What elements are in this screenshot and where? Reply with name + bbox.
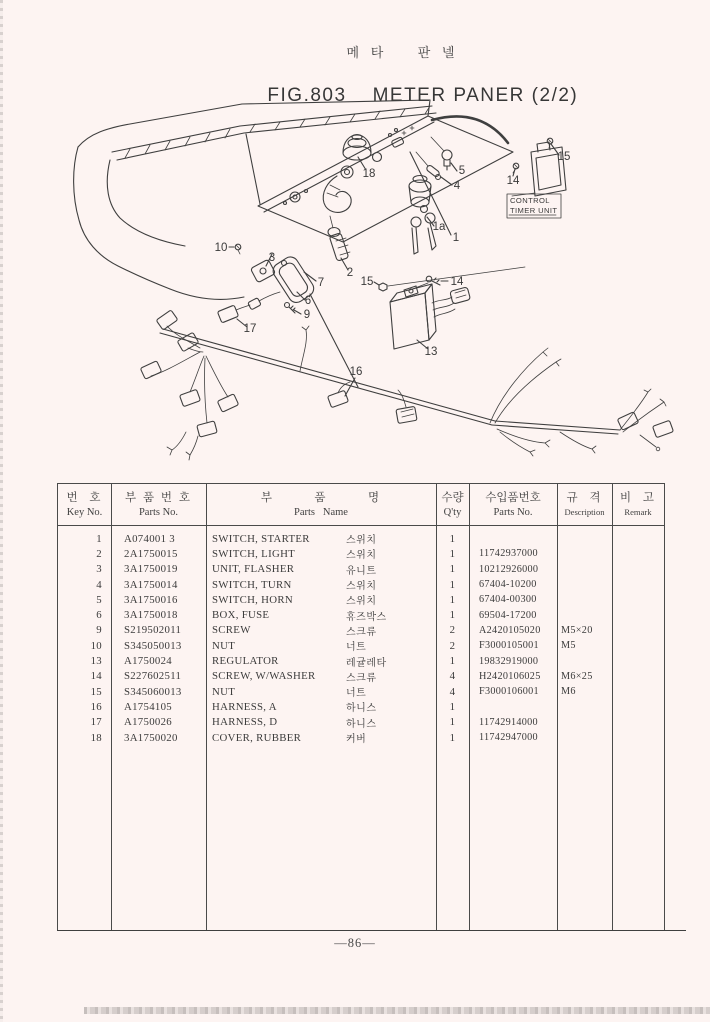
title-korean: 메 타 판 넬 — [346, 45, 459, 60]
cell-qty: 2 — [449, 624, 456, 637]
figure-number: FIG.803 — [267, 85, 347, 106]
parts-name-en: SCREW, W/WASHER — [212, 670, 316, 683]
parts-name-en: NUT — [212, 685, 236, 698]
header-remark: 비 고 Remark — [620, 491, 656, 517]
control-timer-callout — [507, 194, 561, 218]
part-label-17: 17 — [243, 323, 257, 335]
header-parts-name: 부 품 명 Parts Name — [260, 491, 382, 518]
cell-parts-no: A074001 3 — [124, 532, 175, 545]
parts-name-en: HARNESS, D — [212, 716, 278, 729]
cell-key-no: 18 — [90, 731, 102, 744]
table-row — [58, 684, 664, 699]
table-row — [58, 623, 664, 638]
cell-import-parts-no: 19832919000 — [479, 655, 539, 667]
cell-qty: 1 — [449, 578, 456, 591]
part-label-4: 4 — [453, 180, 461, 192]
parts-name-ko: 너트 — [346, 642, 367, 654]
figure-title: METER PANER (2/2) — [372, 85, 579, 106]
cell-qty: 1 — [449, 716, 456, 729]
cell-parts-no: A1750024 — [124, 655, 172, 668]
cell-parts-name — [206, 546, 436, 561]
parts-name-ko: 스위치 — [346, 550, 377, 562]
part-label-1a: 1a — [432, 221, 446, 233]
cell-qty: 1 — [449, 655, 456, 668]
parts-name-en: SWITCH, TURN — [212, 578, 292, 591]
header-divider — [58, 525, 664, 526]
cell-parts-no: 3A1750018 — [124, 609, 178, 622]
table-row — [58, 592, 664, 607]
screw-9 — [285, 303, 296, 314]
cell-qty: 1 — [449, 731, 456, 744]
part-label-9: 9 — [303, 309, 311, 321]
part-label-3: 3 — [268, 252, 276, 264]
table-row — [58, 699, 664, 714]
cell-qty: 2 — [449, 639, 456, 652]
part-label-2: 2 — [346, 267, 354, 279]
cell-qty: 4 — [449, 670, 456, 683]
cell-key-no: 10 — [90, 639, 102, 652]
parts-name-ko: 레귤레타 — [346, 657, 387, 669]
table-row — [58, 546, 664, 561]
cell-import-parts-no: 11742937000 — [479, 548, 538, 560]
cell-parts-no: S227602511 — [124, 670, 182, 683]
cell-import-parts-no: F3000105001 — [479, 640, 539, 652]
cell-qty: 1 — [449, 593, 456, 606]
part-label-16: 16 — [349, 366, 363, 378]
cell-parts-name — [206, 638, 436, 653]
parts-name-ko: 스크류 — [346, 626, 377, 638]
cell-description: M6×25 — [561, 670, 593, 682]
table-row — [58, 730, 664, 745]
parts-name-en: SWITCH, STARTER — [212, 532, 310, 545]
table-row — [58, 653, 664, 668]
part-label-6: 6 — [304, 295, 312, 307]
parts-name-en: NUT — [212, 639, 236, 652]
cell-qty: 1 — [449, 700, 456, 713]
part-label-13: 13 — [424, 346, 438, 358]
cell-parts-name — [206, 730, 436, 745]
cell-parts-name — [206, 684, 436, 699]
key-switch-with-keys — [409, 176, 436, 255]
parts-name-en: SCREW — [212, 624, 251, 637]
cell-key-no: 13 — [90, 655, 102, 668]
table-row — [58, 577, 664, 592]
cell-key-no: 5 — [96, 593, 102, 606]
header-key-no: 번 호 Key No. — [66, 491, 103, 518]
part-label-5: 5 — [458, 165, 466, 177]
part-label-15: 15 — [557, 151, 571, 163]
parts-name-en: SWITCH, LIGHT — [212, 547, 296, 560]
diagram-labels — [215, 151, 571, 378]
parts-table-body — [58, 531, 664, 745]
parts-name-ko: 너트 — [346, 688, 367, 700]
callout-line-2: TIMER UNIT — [510, 206, 558, 215]
parts-name-en: UNIT, FLASHER — [212, 563, 295, 576]
cell-parts-no: 2A1750015 — [124, 547, 178, 560]
table-row — [58, 715, 664, 730]
cell-parts-no: 3A1750014 — [124, 578, 178, 591]
parts-name-ko: 하니스 — [346, 718, 377, 730]
cell-key-no: 4 — [96, 578, 102, 591]
table-row — [58, 531, 664, 546]
cell-parts-name — [206, 623, 436, 638]
control-timer-unit — [512, 138, 566, 196]
bulb-part — [431, 137, 452, 170]
cell-import-parts-no: 67404-10200 — [479, 579, 537, 591]
cell-import-parts-no: 69504-17200 — [479, 609, 537, 621]
cell-key-no: 15 — [90, 685, 102, 698]
callout-line-1: CONTROL — [510, 196, 550, 205]
part-label-15: 15 — [360, 276, 374, 288]
parts-name-en: REGULATOR — [212, 655, 279, 668]
cell-import-parts-no: A2420105020 — [479, 624, 541, 636]
table-row — [58, 607, 664, 622]
cell-parts-name — [206, 531, 436, 546]
part-label-7: 7 — [317, 277, 325, 289]
header-import-parts-no: 수입품번호 Parts No. — [485, 491, 541, 518]
cell-key-no: 9 — [96, 624, 102, 637]
cell-description: M6 — [561, 686, 576, 698]
cell-parts-no: S345060013 — [124, 685, 182, 698]
screw-14 — [410, 276, 440, 290]
part-label-1: 1 — [452, 232, 460, 244]
cell-parts-no: A1750026 — [124, 716, 172, 729]
table-row — [58, 669, 664, 684]
cell-key-no: 1 — [96, 532, 102, 545]
table-bottom-rule — [57, 930, 686, 931]
cell-parts-name — [206, 699, 436, 714]
cell-parts-name — [206, 715, 436, 730]
parts-name-en: COVER, RUBBER — [212, 731, 302, 744]
cell-parts-no: S219502011 — [124, 624, 182, 637]
cell-parts-no: A1754105 — [124, 700, 172, 713]
pointer-curve — [432, 116, 508, 143]
cell-qty: 1 — [449, 532, 456, 545]
parts-name-en: BOX, FUSE — [212, 609, 270, 622]
parts-name-en: HARNESS, A — [212, 700, 277, 713]
cell-qty: 1 — [449, 563, 456, 576]
table-row — [58, 562, 664, 577]
cell-qty: 4 — [449, 685, 456, 698]
cell-parts-no: 3A1750016 — [124, 593, 178, 606]
cell-parts-no: S345050013 — [124, 639, 182, 652]
page-number: —86— — [334, 936, 376, 950]
parts-name-en: SWITCH, HORN — [212, 593, 293, 606]
cell-import-parts-no: 67404-00300 — [479, 594, 537, 606]
header-description: 규 격 Description — [564, 491, 605, 517]
cell-parts-name — [206, 592, 436, 607]
light-switch-part — [328, 216, 350, 261]
cell-parts-name — [206, 577, 436, 592]
cell-key-no: 6 — [96, 609, 102, 622]
table-row — [58, 638, 664, 653]
cell-parts-no: 3A1750020 — [124, 731, 178, 744]
cell-import-parts-no: F3000106001 — [479, 686, 539, 698]
parts-table-header — [58, 484, 664, 525]
part-label-14: 14 — [506, 175, 520, 187]
parts-name-ko: 스크류 — [346, 672, 377, 684]
parts-name-ko: 휴즈박스 — [346, 611, 387, 623]
cell-parts-no: 3A1750019 — [124, 563, 178, 576]
parts-name-ko: 스위치 — [346, 581, 377, 593]
cell-parts-name — [206, 562, 436, 577]
cell-parts-name — [206, 669, 436, 684]
cell-parts-name — [206, 654, 436, 669]
wiring-harness — [140, 292, 673, 460]
regulator — [390, 284, 471, 349]
dashboard-cowl — [74, 100, 436, 299]
parts-table — [57, 483, 665, 931]
cell-import-parts-no: 11742947000 — [479, 732, 538, 743]
cell-key-no: 2 — [96, 547, 102, 560]
cell-key-no: 16 — [90, 700, 102, 713]
cell-key-no: 14 — [90, 670, 102, 683]
cell-parts-name — [206, 608, 436, 623]
part-label-10: 10 — [214, 242, 228, 254]
instrument-panel — [258, 116, 513, 242]
cell-description: M5 — [561, 640, 576, 652]
cell-import-parts-no: H2420106025 — [479, 670, 541, 682]
parts-name-ko: 커버 — [346, 734, 367, 745]
header-parts-no: 부 품 번 호 Parts No. — [124, 491, 193, 518]
parts-name-ko: 스위치 — [346, 535, 377, 547]
cell-key-no: 17 — [90, 716, 102, 729]
header-qty: 수량 Q'ty — [441, 491, 464, 518]
cell-description: M5×20 — [561, 624, 593, 636]
screw-10 — [235, 244, 241, 254]
parts-name-ko: 유니트 — [346, 565, 377, 577]
cell-import-parts-no: 10212926000 — [479, 563, 539, 575]
cell-key-no: 3 — [96, 563, 102, 576]
cell-import-parts-no: 11742914000 — [479, 716, 538, 728]
cell-qty: 1 — [449, 609, 456, 622]
cell-qty: 1 — [449, 547, 456, 560]
part-label-14: 14 — [450, 276, 464, 288]
parts-name-ko: 스위치 — [346, 596, 377, 608]
parts-name-ko: 하니스 — [346, 703, 377, 715]
part-label-18: 18 — [362, 168, 376, 180]
